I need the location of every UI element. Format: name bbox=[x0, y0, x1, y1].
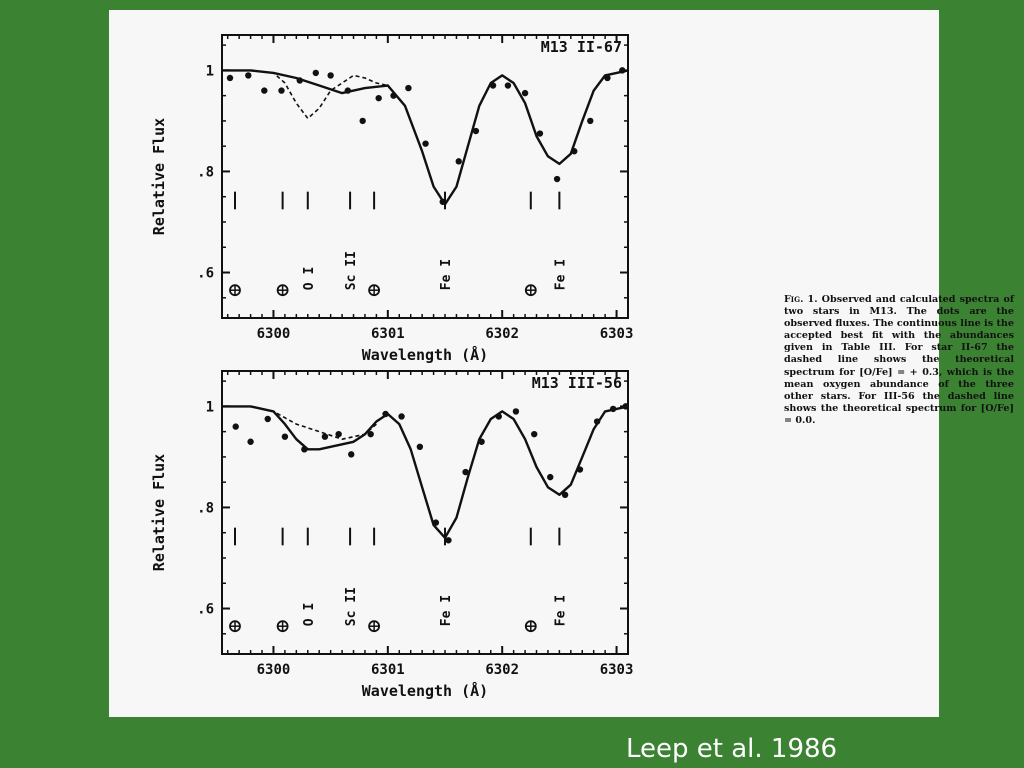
observed-flux-point bbox=[417, 444, 423, 450]
telluric-line-symbol bbox=[369, 621, 379, 631]
y-tick-label: .6 bbox=[197, 265, 214, 282]
chart-panel-1 bbox=[150, 35, 633, 364]
observed-flux-point bbox=[327, 72, 333, 78]
observed-flux-point bbox=[440, 199, 446, 205]
telluric-line-symbol bbox=[230, 285, 240, 295]
citation-credit: Leep et al. 1986 bbox=[626, 734, 838, 764]
y-tick-label: .6 bbox=[197, 601, 214, 618]
observed-flux-point bbox=[297, 77, 303, 83]
y-tick-label: 1 bbox=[205, 399, 214, 416]
observed-flux-point bbox=[522, 90, 528, 96]
telluric-line-symbol bbox=[526, 621, 536, 631]
observed-flux-point bbox=[490, 82, 496, 88]
observed-flux-point bbox=[619, 67, 625, 73]
observed-flux-point bbox=[359, 118, 365, 124]
observed-flux-point bbox=[313, 70, 319, 76]
observed-flux-point bbox=[571, 148, 577, 154]
observed-flux-point bbox=[278, 87, 284, 93]
y-tick-label: .8 bbox=[197, 500, 214, 517]
observed-flux-point bbox=[473, 128, 479, 134]
observed-flux-point bbox=[367, 431, 373, 437]
y-tick-label: .8 bbox=[197, 164, 214, 181]
observed-flux-point bbox=[562, 492, 568, 498]
y-axis-title: Relative Flux bbox=[150, 117, 168, 236]
x-tick-label: 6300 bbox=[256, 326, 291, 342]
observed-flux-point bbox=[610, 406, 616, 412]
observed-flux-point bbox=[587, 118, 593, 124]
line-id-label: Fe I bbox=[439, 594, 455, 627]
observed-flux-point bbox=[505, 82, 511, 88]
x-axis-title: Wavelength (Å) bbox=[361, 682, 489, 700]
observed-flux-point bbox=[382, 411, 388, 417]
telluric-line-symbol bbox=[278, 285, 288, 295]
x-tick-label: 6300 bbox=[256, 662, 291, 678]
observed-flux-point bbox=[398, 413, 404, 419]
observed-flux-point bbox=[478, 439, 484, 445]
line-id-label: Sc II bbox=[344, 587, 360, 627]
observed-flux-point bbox=[261, 87, 267, 93]
x-tick-label: 6302 bbox=[485, 662, 520, 678]
telluric-line-symbol bbox=[526, 285, 536, 295]
telluric-line-symbol bbox=[369, 285, 379, 295]
observed-flux-point bbox=[496, 413, 502, 419]
line-id-label: O I bbox=[301, 602, 317, 627]
figure-caption bbox=[784, 294, 1014, 427]
observed-flux-point bbox=[547, 474, 553, 480]
line-id-label: Sc II bbox=[344, 251, 360, 291]
observed-flux-point bbox=[537, 130, 543, 136]
x-tick-label: 6303 bbox=[599, 662, 634, 678]
observed-flux-point bbox=[282, 433, 288, 439]
observed-flux-point bbox=[405, 85, 411, 91]
caption-label: Fig. 1. bbox=[784, 294, 818, 305]
observed-flux-point bbox=[604, 75, 610, 81]
observed-flux-point bbox=[345, 87, 351, 93]
observed-flux-point bbox=[513, 408, 519, 414]
y-tick-label: 1 bbox=[205, 63, 214, 80]
x-tick-label: 6301 bbox=[370, 662, 405, 678]
observed-flux-point bbox=[554, 176, 560, 182]
telluric-line-symbol bbox=[278, 621, 288, 631]
caption-text: Observed and calculated spectra of two stars in M13. The dots are the observed fluxes. The continuous line is the accepted best fit with the abundances given in Table III. For star II-67 the dashed line shows the theoretical spectrum for [O/Fe] = + 0.3, which is the mean oxygen abundance of the three other stars. For III-56 the dashed line shows the theoretical spectrum for [O/Fe] = 0.0. bbox=[784, 294, 1014, 426]
x-axis-title: Wavelength (Å) bbox=[361, 346, 489, 364]
observed-flux-point bbox=[433, 519, 439, 525]
dashed-model-curve bbox=[222, 406, 376, 439]
observed-flux-point bbox=[301, 446, 307, 452]
observed-flux-point bbox=[456, 158, 462, 164]
line-id-label: O I bbox=[301, 266, 317, 291]
y-axis-title: Relative Flux bbox=[150, 453, 168, 572]
observed-flux-point bbox=[348, 451, 354, 457]
observed-flux-point bbox=[462, 469, 468, 475]
telluric-line-symbol bbox=[230, 621, 240, 631]
x-tick-label: 6302 bbox=[485, 326, 520, 342]
observed-flux-point bbox=[623, 403, 629, 409]
observed-flux-point bbox=[227, 75, 233, 81]
observed-flux-point bbox=[375, 95, 381, 101]
observed-flux-point bbox=[265, 416, 271, 422]
observed-flux-point bbox=[322, 433, 328, 439]
observed-flux-point bbox=[445, 537, 451, 543]
observed-flux-point bbox=[335, 431, 341, 437]
line-id-label: Fe I bbox=[553, 594, 569, 627]
x-tick-label: 6301 bbox=[370, 326, 405, 342]
line-id-label: Fe I bbox=[553, 258, 569, 291]
chart-panel-2 bbox=[150, 371, 633, 700]
solid-model-curve bbox=[222, 406, 628, 537]
observed-flux-point bbox=[245, 72, 251, 78]
observed-flux-point bbox=[577, 466, 583, 472]
observed-flux-point bbox=[594, 418, 600, 424]
x-tick-label: 6303 bbox=[599, 326, 634, 342]
figure-panel bbox=[109, 10, 1014, 717]
observed-flux-point bbox=[233, 423, 239, 429]
line-id-label: Fe I bbox=[439, 258, 455, 291]
observed-flux-point bbox=[422, 140, 428, 146]
observed-flux-point bbox=[247, 439, 253, 445]
observed-flux-point bbox=[531, 431, 537, 437]
observed-flux-point bbox=[390, 92, 396, 98]
panel-title: M13 III-56 bbox=[531, 374, 622, 392]
panel-title: M13 II-67 bbox=[540, 38, 622, 56]
